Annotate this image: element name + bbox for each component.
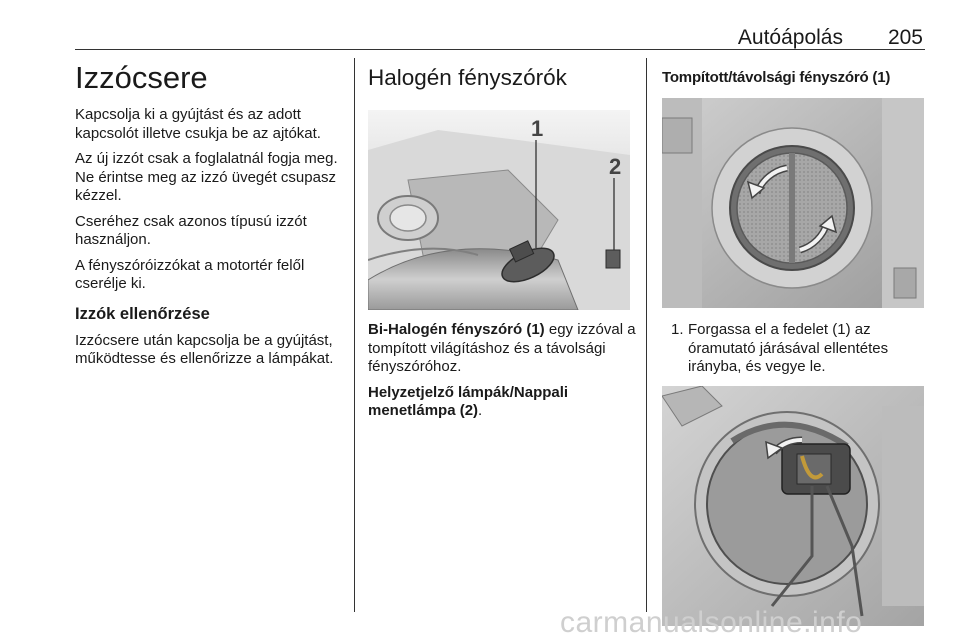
subheading-bulb-check: Izzók ellenőrzése — [75, 304, 210, 323]
bold-term: Helyzetjelző lámpák/Nappali menetlámpa (2) — [368, 383, 569, 419]
paragraph: Kapcsolja ki a gyújtást és az adott kapcsolót illetve csukja be az ajtókat. — [75, 106, 321, 142]
heading-low-high-beam: Tompított/távolsági fényszóró (1) — [662, 69, 891, 86]
column-divider-2 — [646, 58, 647, 612]
bulb-removal-figure — [662, 386, 926, 626]
paragraph: Az új izzót csak a foglalatnál fogja meg. Ne érintse meg az izzó üvegét csupasz kézzel. — [75, 150, 338, 204]
paragraph-parking-light — [368, 384, 636, 421]
figure-label-2: 2 — [609, 154, 622, 179]
paragraph: Cseréhez csak azonos típusú izzót használjon. — [75, 212, 307, 248]
page-header — [75, 26, 925, 50]
paragraph-bi-halogen — [368, 321, 636, 377]
section-title: Autóápolás — [737, 26, 843, 49]
heading-izzocsere: Izzócsere — [75, 60, 208, 95]
watermark: carmanualsonline.info — [560, 606, 863, 639]
list-item — [662, 321, 926, 377]
figure-label-1: 1 — [531, 116, 544, 141]
step-text: Forgassa el a fedelet (1) az óramutató járásával ellentétes irányba, és vegye le. — [688, 321, 889, 375]
heading-halogen: Halogén fényszórók — [368, 65, 567, 90]
step-number: 1. — [671, 321, 684, 338]
column-divider-1 — [354, 58, 355, 612]
cover-removal-figure — [662, 98, 926, 308]
header-rule — [75, 49, 925, 50]
paragraph: A fényszóróizzókat a motortér felől cserélje ki. — [75, 256, 305, 292]
column-bulb-replacement — [75, 60, 345, 369]
bold-term: Bi-Halogén fényszóró (1) — [368, 321, 545, 338]
paragraph: Izzócsere után kapcsolja be a gyújtást, működtesse és ellenőrizze a lámpákat. — [75, 331, 334, 367]
paragraph-text: egy izzóval a tompított világításhoz és a távolsági fényszóróhoz. — [368, 321, 636, 375]
headlight-figure — [368, 110, 636, 310]
column-halogen-headlights — [368, 60, 636, 421]
page-number: 205 — [887, 26, 923, 49]
paragraph-text: . — [478, 402, 483, 419]
step-list — [662, 321, 926, 377]
column-low-high-beam — [662, 60, 926, 626]
